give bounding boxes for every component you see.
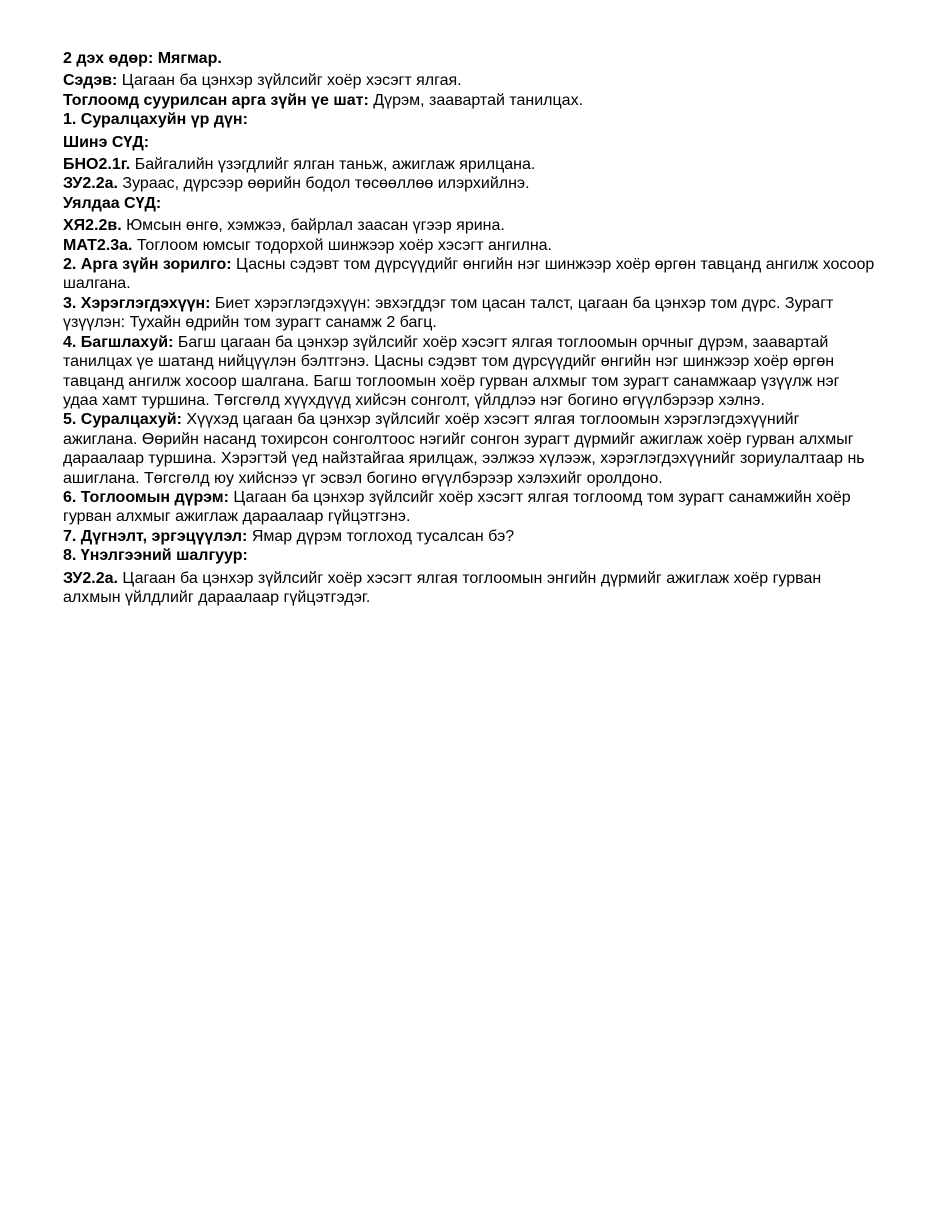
new-outcome-item xyxy=(63,155,875,174)
outcome-text: Тоглоом юмсыг тодорхой шинжээр хоёр хэсэгт ангилна. xyxy=(132,236,552,254)
outcome-text: Зураас, дүрсээр өөрийн бодол төсөөллөө илэрхийлнэ. xyxy=(117,175,530,193)
conclusion-label: 7. Дүгнэлт, эргэцүүлэл: xyxy=(63,527,248,545)
goal-section xyxy=(63,255,875,294)
criteria-heading xyxy=(63,546,875,565)
outcome-text: Юмсын өнгө, хэмжээ, байрлал заасан үгээр ярина. xyxy=(121,217,505,235)
day-label: 2 дэх өдөр: Мягмар. xyxy=(63,50,222,67)
conclusion-section xyxy=(63,527,875,546)
goal-text: Цасны сэдэвт том дүрсүүдийг өнгийн нэг шинжээр хоёр өргөн тавцанд ангилж хосоор шалгана. xyxy=(63,256,875,293)
topic-text: Цагаан ба цэнхэр зүйлсийг хоёр хэсэгт ялгая. xyxy=(117,72,462,90)
rules-section xyxy=(63,488,875,527)
outcome-code: ХЯ2.2в. xyxy=(63,217,122,235)
topic-line xyxy=(63,71,875,90)
criteria-item xyxy=(63,569,875,608)
topic-label: Сэдэв: xyxy=(63,72,118,90)
conclusion-text: Ямар дүрэм тоглоход тусалсан бэ? xyxy=(247,527,515,545)
stage-text: Дүрэм, заавартай танилцах. xyxy=(368,91,584,109)
lesson-plan-document xyxy=(63,49,875,607)
outcome-code: БНО2.1г. xyxy=(63,156,131,174)
outcome-code: ЗУ2.2а. xyxy=(63,175,118,193)
teaching-label: 4. Багшлахуй: xyxy=(63,333,174,351)
learning-section xyxy=(63,410,875,488)
criteria-code: ЗУ2.2а. xyxy=(63,569,118,587)
criteria-heading-label: 8. Үнэлгээний шалгуур: xyxy=(63,547,248,565)
outcomes-heading-label: 1. Суралцахуйн үр дүн: xyxy=(63,111,248,129)
new-outcomes-label xyxy=(63,133,875,152)
goal-label: 2. Арга зүйн зорилго: xyxy=(63,256,232,274)
teaching-text: Багш цагаан ба цэнхэр зүйлсийг хоёр хэсэгт ялгая тоглоомын орчныг дүрэм, заавартай танилцах үе шатанд нийцүүлэн бэлтгэнэ. Цасны сэдэвт том дүрсүүдийг өнгийн нэг шинжээр хоёр өргөн тавцанд ангилж хосоор шалгана. Багш тоглоомын хоёр гурван алхмыг том зурагт санамжаар үзүүлж нэг удаа хамт туршина. Төгсгөлд хүүхдүүд хийсэн сонголт, үйлдлээ нэг богино өгүүлбэрээр хэлнэ. xyxy=(63,333,840,409)
related-outcomes-label-text: Уялдаа СҮД: xyxy=(63,194,162,212)
criteria-text: Цагаан ба цэнхэр зүйлсийг хоёр хэсэгт ялгая тоглоомын энгийн дүрмийг ажиглаж хоёр гурван алхмын үйлдлийг дараалаар гүйцэтгэдэг. xyxy=(63,569,822,606)
rules-label: 6. Тоглоомын дүрэм: xyxy=(63,488,229,506)
outcome-text: Байгалийн үзэгдлийг ялган таньж, ажиглаж ярилцана. xyxy=(130,156,536,174)
teaching-section xyxy=(63,333,875,411)
materials-section xyxy=(63,294,875,333)
new-outcome-item xyxy=(63,174,875,193)
related-outcomes-label xyxy=(63,194,875,213)
stage-line xyxy=(63,91,875,110)
learning-text: Хүүхэд цагаан ба цэнхэр зүйлсийг хоёр хэсэгт ялгая тоглоомын хэрэглэгдэхүүнийг ажиглана. Өөрийн насанд тохирсон сонголтоос нэгийг сонгон зурагт дүрмийг ажиглаж хоёр гурван алхмыг дараалаар туршина. Хэрэгтэй үед найзтайгаа ярилцаж, ээлжээ хүлээж, хэрэглэгдэхүүнийг зориулалтаар нь ашиглана. Төгсгөлд юу хийснээ үг эсвэл богино өгүүлбэрээр хэлэхийг оролдоно. xyxy=(63,411,865,487)
materials-text: Биет хэрэглэгдэхүүн: эвхэгддэг том цасан талст, цагаан ба цэнхэр том дүрс. Зурагт үзүүлэн: Тухайн өдрийн том зурагт санамж 2 багц. xyxy=(63,294,834,332)
day-heading xyxy=(63,49,875,68)
related-outcome-item xyxy=(63,216,875,235)
outcome-code: МАТ2.3а. xyxy=(63,236,133,254)
stage-label: Тоглоомд суурилсан арга зүйн үе шат: xyxy=(63,91,369,109)
learning-label: 5. Суралцахуй: xyxy=(63,411,182,429)
outcomes-heading xyxy=(63,110,875,129)
rules-text: Цагаан ба цэнхэр зүйлсийг хоёр хэсэгт ялгая тоглоомд том зурагт санамжийн хоёр гурван алхмыг ажиглаж дараалаар гүйцэтгэнэ. xyxy=(63,488,851,526)
related-outcome-item xyxy=(63,236,875,255)
materials-label: 3. Хэрэглэгдэхүүн: xyxy=(63,294,211,312)
new-outcomes-label-text: Шинэ СҮД: xyxy=(63,133,150,151)
